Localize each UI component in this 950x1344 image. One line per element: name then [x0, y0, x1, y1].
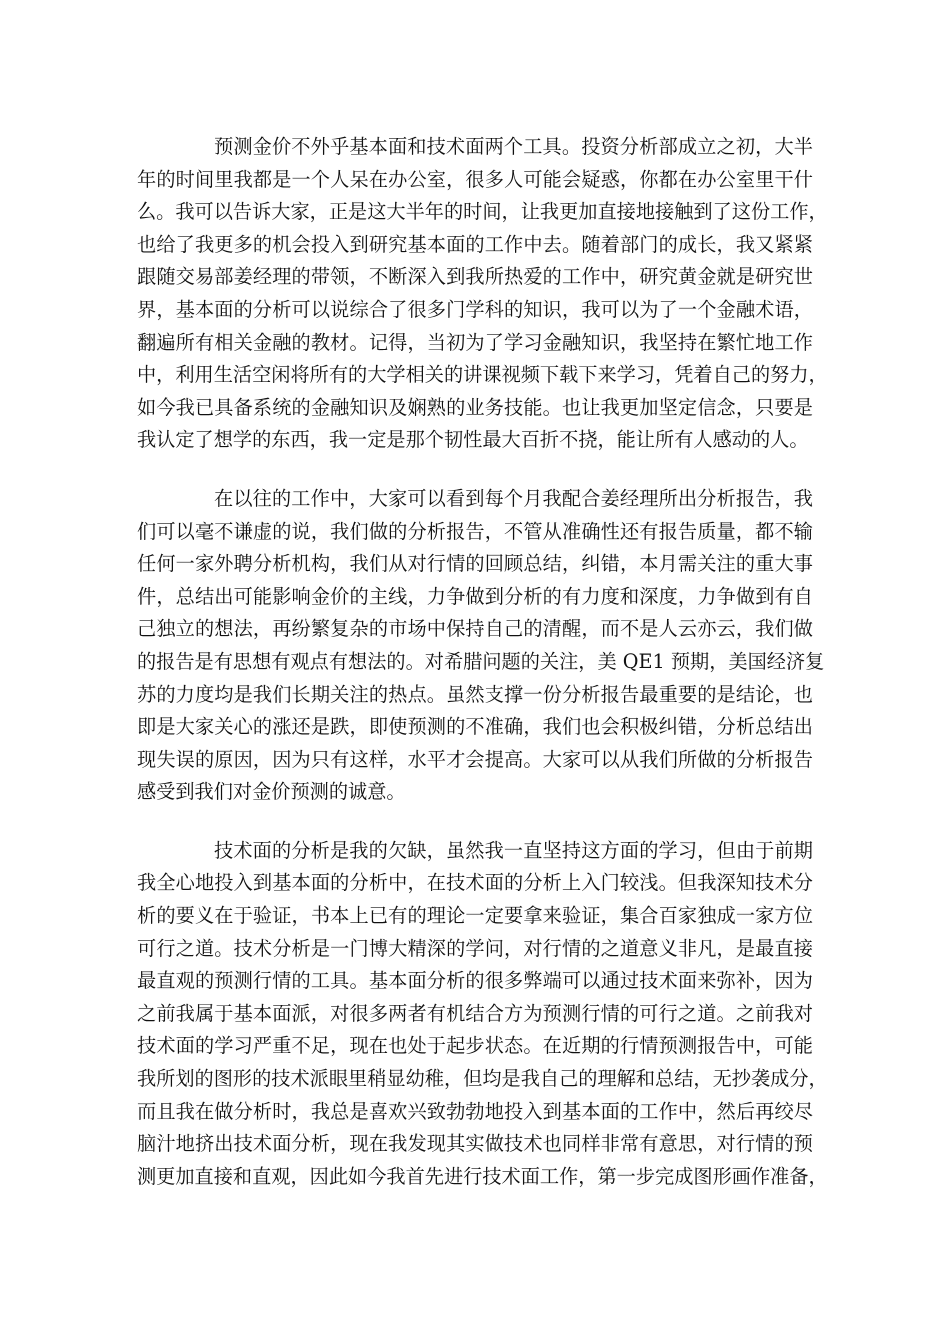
text-line: 翻遍所有相关金融的教材。记得，当初为了学习金融知识，我坚持在繁忙地工作 — [137, 330, 813, 354]
document-body — [137, 131, 828, 1219]
text-line: 技术面的学习严重不足，现在也处于起步状态。在近期的行情预测报告中，可能 — [137, 1034, 813, 1058]
text-line: 我全心地投入到基本面的分析中，在技术面的分析上入门较浅。但我深知技术分 — [137, 871, 813, 895]
text-line: 即是大家关心的涨还是跌，即使预测的不准确，我们也会积极纠错，分析总结出 — [137, 715, 813, 739]
text-line: 任何一家外聘分析机构，我们从对行情的回顾总结，纠错，本月需关注的重大事 — [137, 552, 813, 576]
text-line: 可行之道。技术分析是一门博大精深的学问，对行情的之道意义非凡，是最直接 — [137, 936, 813, 960]
text-line: 苏的力度均是我们长期关注的热点。虽然支撑一份分析报告最重要的是结论，也 — [137, 682, 813, 706]
text-line: 己独立的想法，再纷繁复杂的市场中保持自己的清醒，而不是人云亦云，我们做 — [137, 617, 813, 641]
text-line: 我所划的图形的技术派眼里稍显幼稚，但均是我自己的理解和总结，无抄袭成分， — [137, 1067, 828, 1091]
paragraph-3 — [137, 835, 828, 1194]
paragraph-2 — [137, 483, 825, 809]
text-line: 析的要义在于验证，书本上已有的理论一定要拿来验证，集合百家独成一家方位 — [137, 904, 813, 928]
text-line: 件，总结出可能影响金价的主线，力争做到分析的有力度和深度，力争做到有自 — [137, 584, 813, 608]
text-line: 而且我在做分析时，我总是喜欢兴致勃勃地投入到基本面的工作中，然后再绞尽 — [137, 1099, 813, 1123]
text-line: 中，利用生活空闲将所有的大学相关的讲课视频下载下来学习，凭着自己的努力， — [137, 363, 828, 387]
text-line: 测更加直接和直观，因此如今我首先进行技术面工作，第一步完成图形画作准备， — [137, 1164, 828, 1188]
text-line: 么。我可以告诉大家，正是这大半年的时间，让我更加直接地接触到了这份工作， — [137, 200, 828, 224]
text-line: 在以往的工作中，大家可以看到每个月我配合姜经理所出分析报告，我 — [214, 486, 813, 510]
text-line: 预测金价不外乎基本面和技术面两个工具。投资分析部成立之初，大半 — [214, 135, 813, 158]
text-line: 界，基本面的分析可以说综合了很多门学科的知识，我可以为了一个金融术语， — [137, 297, 813, 321]
text-line: 感受到我们对金价预测的诚意。 — [137, 780, 406, 804]
text-line: 脑汁地挤出技术面分析，现在我发现其实做技术也同样非常有意思，对行情的预 — [137, 1132, 813, 1156]
text-line: 最直观的预测行情的工具。基本面分析的很多弊端可以通过技术面来弥补，因为 — [137, 969, 813, 993]
text-line: 我认定了想学的东西，我一定是那个韧性最大百折不挠，能让所有人感动的人。 — [137, 428, 809, 452]
text-line: 如今我已具备系统的金融知识及娴熟的业务技能。也让我更加坚定信念，只要是 — [137, 395, 813, 419]
text-line: 技术面的分析是我的欠缺，虽然我一直坚持这方面的学习，但由于前期 — [214, 838, 813, 862]
text-line: 们可以毫不谦虚的说，我们做的分析报告，不管从准确性还有报告质量，都不输 — [137, 519, 813, 543]
text-line: 跟随交易部姜经理的带领，不断深入到我所热爱的工作中，研究黄金就是研究世 — [137, 265, 813, 289]
paragraph-1 — [137, 131, 828, 457]
text-line: 也给了我更多的机会投入到研究基本面的工作中去。随着部门的成长，我又紧紧 — [137, 232, 813, 256]
text-line: 现失误的原因，因为只有这样，水平才会提高。大家可以从我们所做的分析报告 — [137, 747, 813, 771]
text-line: 之前我属于基本面派，对很多两者有机结合方为预测行情的可行之道。之前我对 — [137, 1001, 813, 1025]
text-line: 的报告是有思想有观点有想法的。对希腊问题的关注，美 QE1 预期，美国经济复 — [137, 649, 825, 673]
text-line: 年的时间里我都是一个人呆在办公室，很多人可能会疑惑，你都在办公室里干什 — [137, 167, 813, 191]
